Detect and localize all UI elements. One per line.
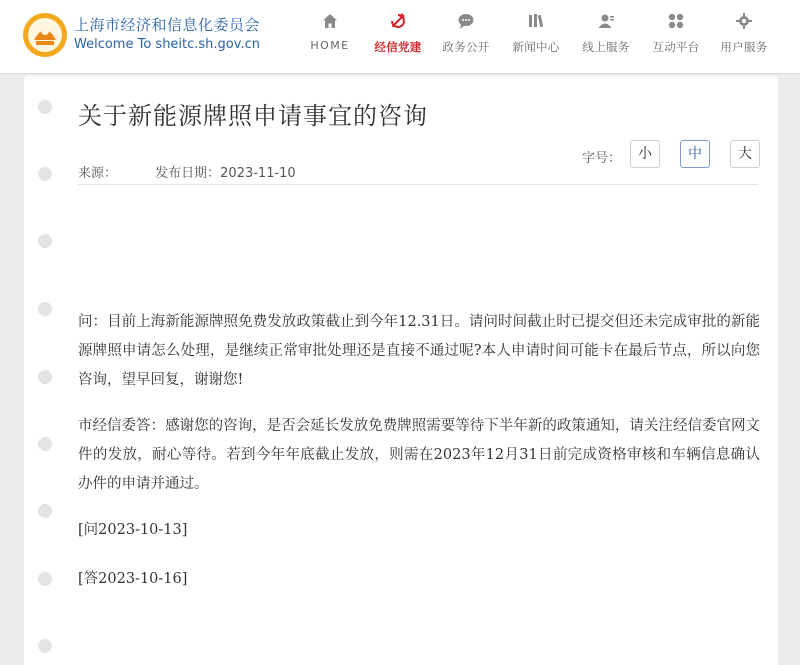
settings-gear-icon bbox=[735, 12, 753, 30]
question-date: [问2023-10-13] bbox=[78, 522, 188, 538]
binding-hole bbox=[38, 504, 52, 518]
site-name-en: Welcome To sheitc.sh.gov.cn bbox=[74, 37, 260, 52]
binding-hole bbox=[38, 167, 52, 181]
nav-label: HOME bbox=[310, 39, 350, 52]
font-size-control bbox=[582, 140, 762, 170]
nav-label: 政务公开 bbox=[442, 40, 490, 54]
answer-date: [答2023-10-16] bbox=[78, 571, 188, 587]
answer-paragraph: 市经信委答：感谢您的咨询，是否会延长发放免费牌照需要等待下半年新的政策通知，请关注经信委官网文件的发放，耐心等待。若到今年年底截止发放，则需在2023年12月31日前完成资格审核和车辆信息确认办件的申请并通过。 bbox=[78, 418, 760, 492]
nav-label: 新闻中心 bbox=[512, 40, 560, 54]
notebook-binding bbox=[38, 76, 54, 665]
nav-label: 互动平台 bbox=[652, 40, 700, 54]
nav-item-user-service[interactable] bbox=[706, 12, 782, 64]
article-publish-date: 发布日期：2023-11-10 bbox=[155, 166, 296, 181]
nav-item-interaction[interactable] bbox=[638, 12, 714, 64]
news-icon bbox=[527, 12, 545, 30]
interaction-icon bbox=[667, 12, 685, 30]
nav-label: 用户服务 bbox=[720, 40, 768, 54]
binding-hole bbox=[38, 572, 52, 586]
question-paragraph: 问：目前上海新能源牌照免费发放政策截止到今年12.31日。请问时间截止时已提交但还未完成审批的新能源牌照申请怎么处理，是继续正常审批处理还是直接不通过呢?本人申请时间可能卡在最后节点，所以向您咨询，望早回复，谢谢您! bbox=[78, 314, 760, 388]
nav-item-gov-affairs[interactable] bbox=[428, 12, 504, 64]
home-icon bbox=[321, 12, 339, 30]
font-size-large-button[interactable]: 大 bbox=[730, 140, 760, 168]
font-size-label: 字号： bbox=[582, 151, 622, 166]
article-source: 来源： bbox=[78, 166, 118, 181]
article-card bbox=[24, 76, 778, 665]
font-size-small-button[interactable]: 小 bbox=[630, 140, 660, 168]
nav-item-party-building[interactable] bbox=[360, 12, 436, 64]
font-size-medium-button[interactable]: 中 bbox=[680, 140, 710, 168]
main-nav bbox=[300, 0, 790, 74]
nav-item-online-service[interactable] bbox=[568, 12, 644, 64]
binding-hole bbox=[38, 302, 52, 316]
nav-item-news[interactable] bbox=[498, 12, 574, 64]
site-brand[interactable] bbox=[74, 16, 260, 54]
binding-hole bbox=[38, 370, 52, 384]
user-service-icon bbox=[597, 12, 615, 30]
binding-hole bbox=[38, 639, 52, 653]
binding-hole bbox=[38, 100, 52, 114]
nav-label: 线上服务 bbox=[582, 40, 630, 54]
binding-hole bbox=[38, 234, 52, 248]
meta-divider bbox=[78, 184, 758, 185]
site-header bbox=[0, 0, 800, 74]
nav-item-home[interactable] bbox=[292, 12, 368, 64]
article-title: 关于新能源牌照申请事宜的咨询 bbox=[78, 102, 428, 130]
chat-bubble-icon bbox=[457, 12, 475, 30]
site-name-cn: 上海市经济和信息化委员会 bbox=[74, 16, 261, 34]
nav-label: 经信党建 bbox=[374, 40, 422, 54]
binding-hole bbox=[38, 437, 52, 451]
article-body bbox=[78, 308, 760, 614]
site-logo[interactable] bbox=[22, 12, 68, 58]
party-emblem-icon bbox=[389, 12, 407, 30]
article-meta bbox=[78, 162, 330, 181]
